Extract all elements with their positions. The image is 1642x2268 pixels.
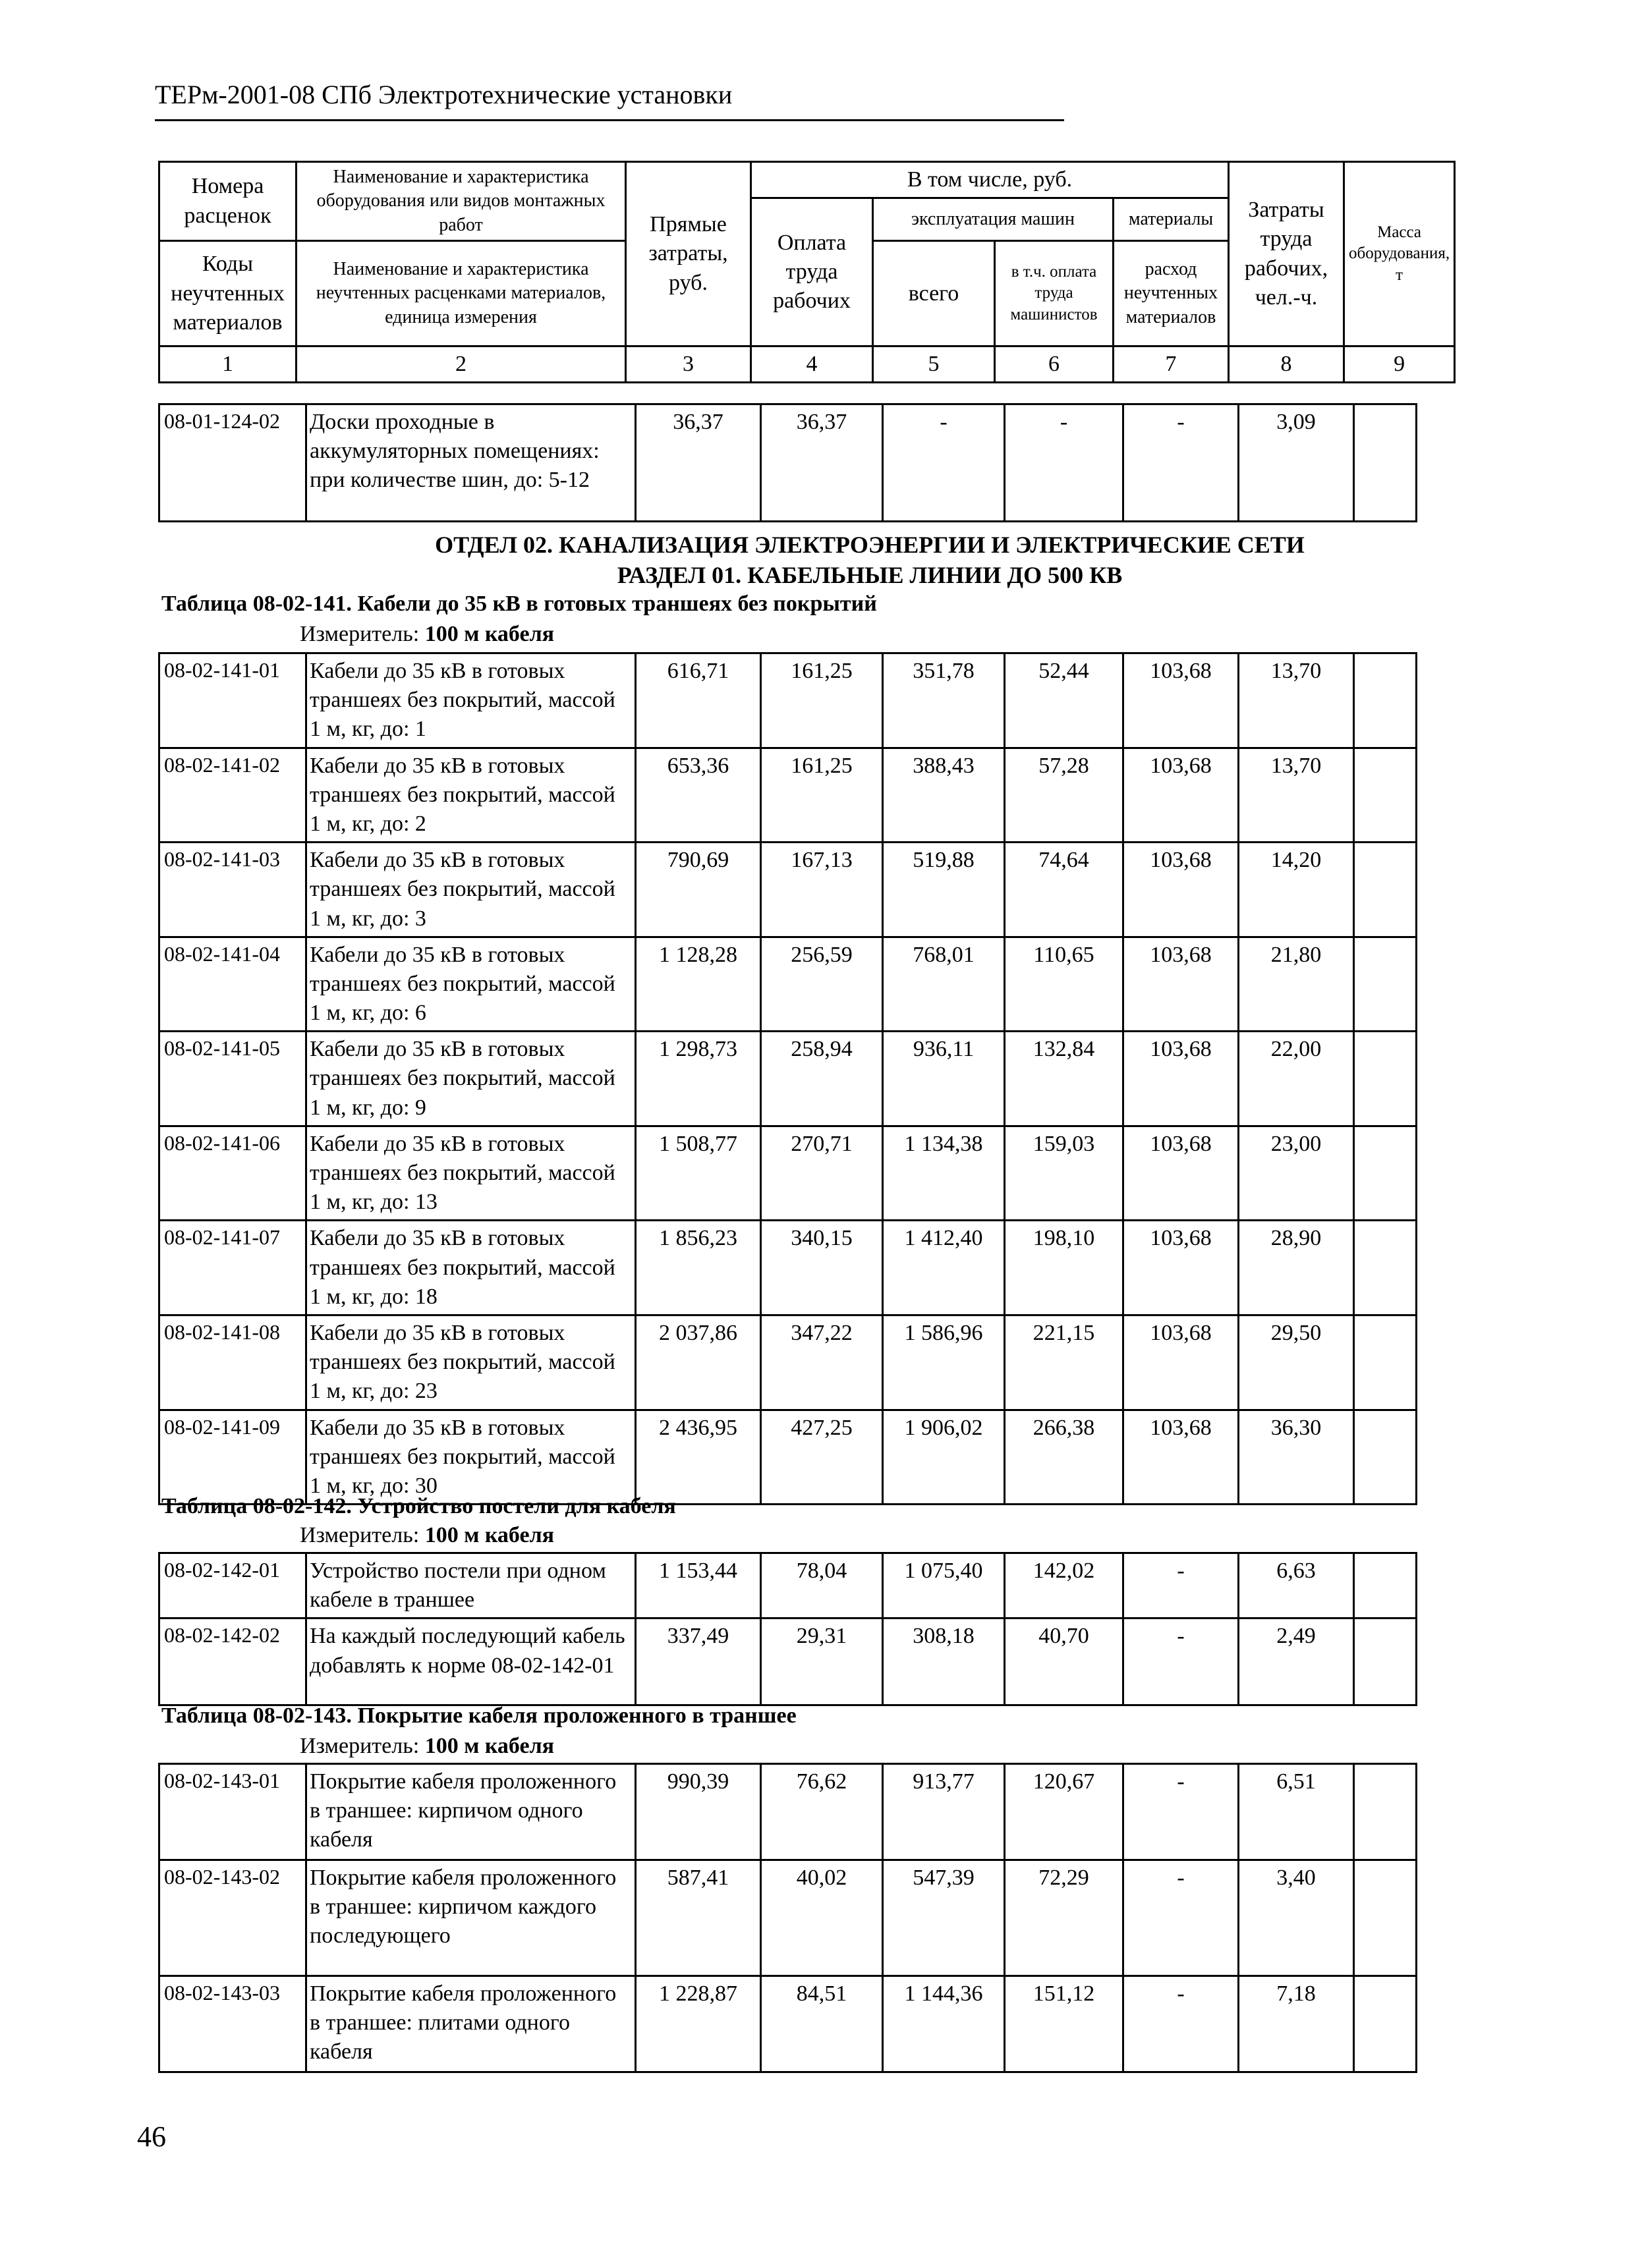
equipment-mass [1354,843,1417,937]
col-number: 3 [626,346,751,383]
table-141-unit [300,622,554,647]
machines-total: - [883,404,1005,522]
col-number: 5 [873,346,995,383]
labor-pay: 340,15 [761,1221,883,1315]
table-143-title: Таблица 08-02-143. Покрытие кабеля проложенного в траншее [161,1703,797,1728]
machinist-pay: 221,15 [1005,1315,1123,1410]
rate-code: 08-02-141-05 [159,1032,306,1126]
rate-code: 08-02-142-01 [159,1553,306,1618]
machines-total: 547,39 [883,1860,1005,1976]
machines-total: 1 586,96 [883,1315,1005,1410]
materials-cost: 103,68 [1123,653,1239,748]
materials-cost: - [1123,1860,1239,1976]
rate-code: 08-02-141-09 [159,1410,306,1505]
direct-costs: 36,37 [636,404,761,522]
labor-hours: 3,09 [1239,404,1354,522]
machines-total: 388,43 [883,748,1005,843]
equipment-mass [1354,937,1417,1032]
rate-code: 08-02-141-02 [159,748,306,843]
direct-costs: 337,49 [636,1618,761,1705]
header-name-bottom: Наименование и характеристика неучтенных расценками материалов, единица измерения [297,241,626,346]
machinist-pay: 151,12 [1005,1976,1123,2072]
equipment-mass [1354,404,1417,522]
materials-cost: 103,68 [1123,1315,1239,1410]
header-equipment-mass: Масса оборудования, т [1344,162,1455,346]
direct-costs: 2 436,95 [636,1410,761,1505]
materials-cost: 103,68 [1123,1126,1239,1221]
labor-pay: 161,25 [761,748,883,843]
labor-hours: 23,00 [1239,1126,1354,1221]
unit-value: 100 м кабеля [424,1734,555,1758]
header-direct-costs: Прямые затраты, руб. [626,162,751,346]
page-number: 46 [137,2120,166,2153]
table-row [159,1221,1417,1315]
table-row [159,1315,1417,1410]
direct-costs: 1 128,28 [636,937,761,1032]
labor-pay: 161,25 [761,653,883,748]
header-machines-group: эксплуатация машин [873,198,1114,241]
work-name: Покрытие кабеля проложенного в траншее: кирпичом каждого последующего [306,1860,636,1976]
labor-hours: 28,90 [1239,1221,1354,1315]
materials-cost: - [1123,1976,1239,2072]
rate-code: 08-01-124-02 [159,404,306,522]
labor-hours: 21,80 [1239,937,1354,1032]
labor-pay: 40,02 [761,1860,883,1976]
rate-code: 08-02-141-07 [159,1221,306,1315]
machines-total: 308,18 [883,1618,1005,1705]
equipment-mass [1354,1553,1417,1618]
work-name: Кабели до 35 кВ в готовых траншеях без покрытий, массой 1 м, кг, до: 18 [306,1221,636,1315]
rate-code: 08-02-143-01 [159,1764,306,1860]
machinist-pay: 132,84 [1005,1032,1123,1126]
machinist-pay: 72,29 [1005,1860,1123,1976]
col-number: 4 [751,346,873,383]
equipment-mass [1354,1126,1417,1221]
equipment-mass [1354,1315,1417,1410]
direct-costs: 1 856,23 [636,1221,761,1315]
work-name: Доски проходные в аккумуляторных помещениях: при количестве шин, до: 5-12 [306,404,636,522]
direct-costs: 1 228,87 [636,1976,761,2072]
work-name: Покрытие кабеля проложенного в траншее: кирпичом одного кабеля [306,1764,636,1860]
direct-costs: 2 037,86 [636,1315,761,1410]
machinist-pay: 40,70 [1005,1618,1123,1705]
materials-cost: 103,68 [1123,1221,1239,1315]
section-title-division: ОТДЕЛ 02. КАНАЛИЗАЦИЯ ЭЛЕКТРОЭНЕРГИИ И ЭЛЕКТРИЧЕСКИЕ СЕТИ [435,532,1305,558]
header-machines-total: всего [873,241,995,346]
labor-pay: 167,13 [761,843,883,937]
labor-hours: 3,40 [1239,1860,1354,1976]
materials-cost: - [1123,1618,1239,1705]
rate-code: 08-02-141-04 [159,937,306,1032]
direct-costs: 790,69 [636,843,761,937]
work-name: На каждый последующий кабель добавлять к норме 08-02-142-01 [306,1618,636,1705]
work-name: Кабели до 35 кВ в готовых траншеях без покрытий, массой 1 м, кг, до: 13 [306,1126,636,1221]
direct-costs: 616,71 [636,653,761,748]
table-row [159,937,1417,1032]
equipment-mass [1354,1410,1417,1505]
table-142-unit [300,1523,554,1548]
materials-cost: 103,68 [1123,937,1239,1032]
machines-total: 768,01 [883,937,1005,1032]
machines-total: 1 075,40 [883,1553,1005,1618]
table-row [159,1032,1417,1126]
header-codes-top: Номера расценок [159,162,297,241]
labor-pay: 270,71 [761,1126,883,1221]
direct-costs: 1 153,44 [636,1553,761,1618]
materials-cost: 103,68 [1123,748,1239,843]
labor-pay: 76,62 [761,1764,883,1860]
machines-total: 1 906,02 [883,1410,1005,1505]
work-name: Устройство постели при одном кабеле в траншее [306,1553,636,1618]
labor-hours: 2,49 [1239,1618,1354,1705]
table-row [159,1764,1417,1860]
header-including-group: В том числе, руб. [751,162,1229,198]
direct-costs: 990,39 [636,1764,761,1860]
rate-code: 08-02-141-01 [159,653,306,748]
col-number: 1 [159,346,297,383]
work-name: Кабели до 35 кВ в готовых траншеях без покрытий, массой 1 м, кг, до: 2 [306,748,636,843]
equipment-mass [1354,1860,1417,1976]
work-name: Кабели до 35 кВ в готовых траншеях без покрытий, массой 1 м, кг, до: 9 [306,1032,636,1126]
unit-label: Измеритель: [300,622,420,646]
table-row [159,1126,1417,1221]
table-142-title: Таблица 08-02-142. Устройство постели для кабеля [161,1494,676,1518]
labor-hours: 14,20 [1239,843,1354,937]
machinist-pay: 74,64 [1005,843,1123,937]
direct-costs: 653,36 [636,748,761,843]
table-row [159,653,1417,748]
header-materials-group: материалы [1114,198,1229,241]
labor-hours: 6,63 [1239,1553,1354,1618]
machinist-pay: 266,38 [1005,1410,1123,1505]
machinist-pay: 52,44 [1005,653,1123,748]
col-number: 9 [1344,346,1455,383]
labor-hours: 36,30 [1239,1410,1354,1505]
materials-cost: 103,68 [1123,843,1239,937]
labor-pay: 347,22 [761,1315,883,1410]
labor-hours: 13,70 [1239,748,1354,843]
materials-cost: - [1123,1553,1239,1618]
unit-label: Измеритель: [300,1523,420,1547]
rate-code: 08-02-141-06 [159,1126,306,1221]
equipment-mass [1354,1764,1417,1860]
labor-pay: 78,04 [761,1553,883,1618]
labor-pay: 256,59 [761,937,883,1032]
table-141-title: Таблица 08-02-141. Кабели до 35 кВ в готовых траншеях без покрытий [161,592,877,616]
direct-costs: 1 508,77 [636,1126,761,1221]
materials-cost: 103,68 [1123,1410,1239,1505]
materials-cost: - [1123,404,1239,522]
labor-pay: 36,37 [761,404,883,522]
header-machinist-pay: в т.ч. оплата труда машинистов [995,241,1114,346]
table-row [159,1410,1417,1505]
rate-code: 08-02-141-03 [159,843,306,937]
equipment-mass [1354,1976,1417,2072]
labor-pay: 29,31 [761,1618,883,1705]
machines-total: 1 134,38 [883,1126,1005,1221]
table-143-unit [300,1734,554,1759]
labor-hours: 22,00 [1239,1032,1354,1126]
labor-hours: 29,50 [1239,1315,1354,1410]
col-number: 8 [1229,346,1344,383]
equipment-mass [1354,1221,1417,1315]
header-labor-pay: Оплата труда рабочих [751,198,873,346]
unit-value: 100 м кабеля [424,622,555,646]
machines-total: 913,77 [883,1764,1005,1860]
work-name: Кабели до 35 кВ в готовых траншеях без покрытий, массой 1 м, кг, до: 3 [306,843,636,937]
header-unaccounted-materials: расход неучтенных материалов [1114,241,1229,346]
labor-hours: 13,70 [1239,653,1354,748]
equipment-mass [1354,748,1417,843]
table-143 [158,1763,1417,2073]
header-name-top: Наименование и характеристика оборудования или видов монтажных работ [297,162,626,241]
table-141 [158,652,1417,1505]
labor-pay: 427,25 [761,1410,883,1505]
col-number: 2 [297,346,626,383]
table-row [159,1618,1417,1705]
machinist-pay: 142,02 [1005,1553,1123,1618]
rate-code: 08-02-143-02 [159,1860,306,1976]
header-codes-bottom: Коды неучтенных материалов [159,241,297,346]
col-number: 7 [1114,346,1229,383]
col-number: 6 [995,346,1114,383]
rate-code: 08-02-141-08 [159,1315,306,1410]
machinist-pay: 110,65 [1005,937,1123,1032]
table-row [159,1976,1417,2072]
work-name: Кабели до 35 кВ в готовых траншеях без покрытий, массой 1 м, кг, до: 30 [306,1410,636,1505]
table-row [159,404,1417,522]
unit-label: Измеритель: [300,1734,420,1758]
machines-total: 1 144,36 [883,1976,1005,2072]
unit-value: 100 м кабеля [424,1523,555,1547]
work-name: Покрытие кабеля проложенного в траншее: плитами одного кабеля [306,1976,636,2072]
machines-total: 519,88 [883,843,1005,937]
column-header-table [158,161,1456,383]
equipment-mass [1354,1032,1417,1126]
equipment-mass [1354,1618,1417,1705]
work-name: Кабели до 35 кВ в готовых траншеях без покрытий, массой 1 м, кг, до: 23 [306,1315,636,1410]
labor-pay: 258,94 [761,1032,883,1126]
machines-total: 1 412,40 [883,1221,1005,1315]
machinist-pay: - [1005,404,1123,522]
table-row [159,843,1417,937]
direct-costs: 1 298,73 [636,1032,761,1126]
equipment-mass [1354,653,1417,748]
materials-cost: - [1123,1764,1239,1860]
table-142 [158,1552,1417,1706]
rate-code: 08-02-143-03 [159,1976,306,2072]
rate-code: 08-02-142-02 [159,1618,306,1705]
table-row [159,1553,1417,1618]
labor-pay: 84,51 [761,1976,883,2072]
section-title-subsection: РАЗДЕЛ 01. КАБЕЛЬНЫЕ ЛИНИИ ДО 500 КВ [617,562,1123,588]
table-row [159,748,1417,843]
table-row [159,1860,1417,1976]
machinist-pay: 120,67 [1005,1764,1123,1860]
running-head: ТЕРм-2001-08 СПб Электротехнические установки [155,79,1064,121]
machines-total: 351,78 [883,653,1005,748]
direct-costs: 587,41 [636,1860,761,1976]
labor-hours: 6,51 [1239,1764,1354,1860]
machinist-pay: 57,28 [1005,748,1123,843]
work-name: Кабели до 35 кВ в готовых траншеях без покрытий, массой 1 м, кг, до: 6 [306,937,636,1032]
machinist-pay: 159,03 [1005,1126,1123,1221]
header-labor-hours: Затраты труда рабочих, чел.-ч. [1229,162,1344,346]
materials-cost: 103,68 [1123,1032,1239,1126]
machinist-pay: 198,10 [1005,1221,1123,1315]
labor-hours: 7,18 [1239,1976,1354,2072]
work-name: Кабели до 35 кВ в готовых траншеях без покрытий, массой 1 м, кг, до: 1 [306,653,636,748]
table-prev [158,403,1417,522]
machines-total: 936,11 [883,1032,1005,1126]
